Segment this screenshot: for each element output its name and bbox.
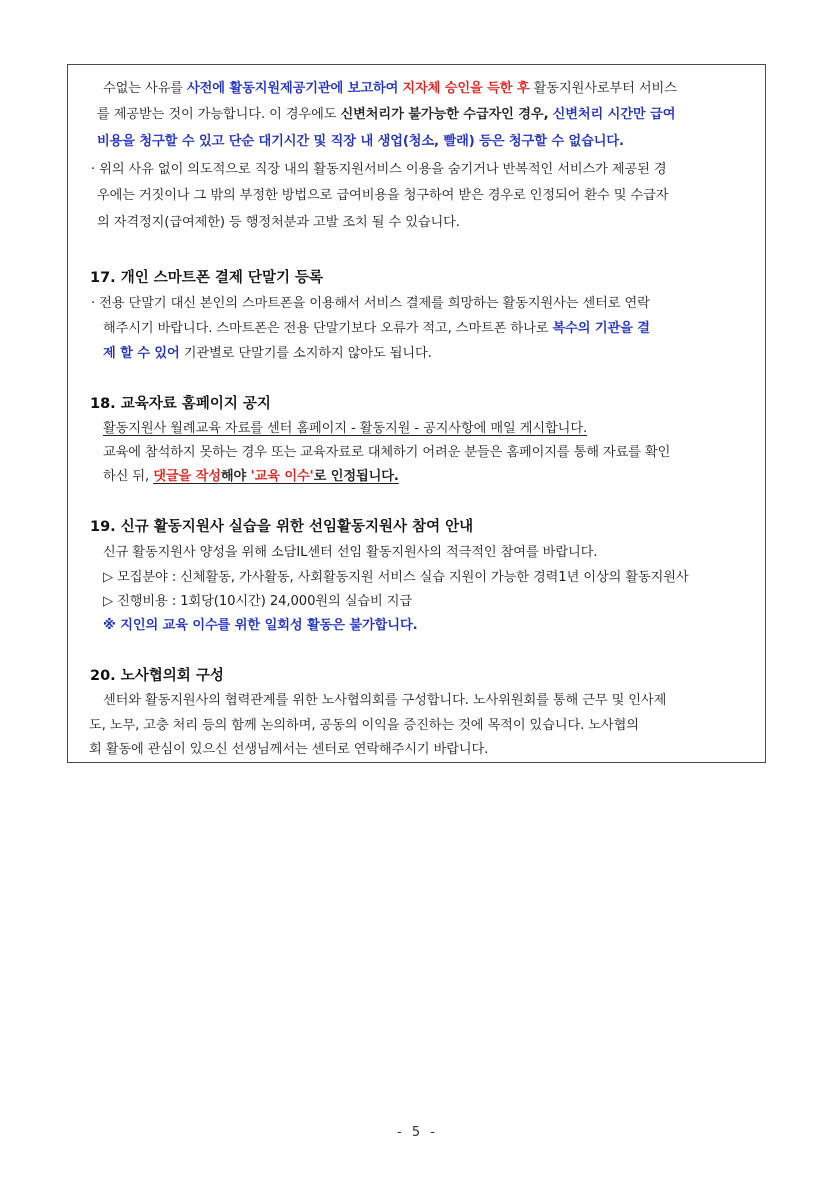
section-17-title: 17. 개인 스마트폰 결제 단말기 등록 [90,270,324,286]
section-17-line-2: 해주시기 바랍니다. 스마트폰은 전용 단말기보다 오류가 적고, 스마트폰 하나로 복수의 기관을 결 [103,321,650,336]
section-17-line-3: 제 할 수 있어 기관별로 단말기를 소지하지 않아도 됩니다. [103,346,432,361]
intro-bullet-line-2: 우에는 거짓이나 그 밖의 부정한 방법으로 급여비용을 청구하여 받은 경우로 인정되어 환수 및 수급자 [97,188,669,203]
section-17-line-1: · 전용 단말기 대신 본인의 스마트폰을 이용해서 서비스 결제를 희망하는 활동지원사는 센터로 연락 [91,296,650,311]
section-19-title: 19. 신규 활동지원사 실습을 위한 선임활동지원사 참여 안내 [90,519,474,535]
section-18-title: 18. 교육자료 홈페이지 공지 [90,396,271,412]
section-18-line-2: 교육에 참석하지 못하는 경우 또는 교육자료로 대체하기 어려운 분들은 홈페이지를 통해 자료를 확인 [103,445,671,460]
intro-bullet-line-1: · 위의 사유 없이 의도적으로 직장 내의 활동지원서비스 이용을 숨기거나 반복적인 서비스가 제공된 경 [91,162,667,177]
section-19-line-2: ▷ 모집분야 : 신체활동, 가사활동, 사회활동지원 서비스 실습 지원이 가능한 경력1년 이상의 활동지원사 [103,570,689,585]
intro-line-3: 비용을 청구할 수 있고 단순 대기시간 및 직장 내 생업(청소, 빨래) 등은 청구할 수 없습니다. [97,134,624,149]
intro-line-1: 수없는 사유를 사전에 활동지원제공기관에 보고하여 지자체 승인을 득한 후 활동지원사로부터 서비스 [103,81,677,96]
section-20-line-2: 도, 노무, 고충 처리 등의 함께 논의하며, 공동의 이익을 증진하는 것에 목적이 있습니다. 노사협의 [89,718,639,733]
section-19-line-3: ▷ 진행비용 : 1회당(10시간) 24,000원의 실습비 지급 [103,594,413,609]
intro-bullet-line-3: 의 자격정지(급여제한) 등 행정처분과 고발 조치 될 수 있습니다. [97,215,460,230]
page-number: - 5 - [397,1125,438,1140]
section-20-line-1: 센터와 활동지원사의 협력관계를 위한 노사협의회를 구성합니다. 노사위원회를 통해 근무 및 인사제 [103,693,667,708]
section-18-line-1: 활동지원사 월례교육 자료를 센터 홈페이지 - 활동지원 - 공지사항에 매일 게시합니다. [103,421,588,436]
section-20-line-3: 회 활동에 관심이 있으신 선생님께서는 센터로 연락해주시기 바랍니다. [89,742,489,757]
section-20-title: 20. 노사협의회 구성 [90,668,224,684]
section-18-line-3: 하신 뒤, 댓글을 작성해야 '교육 이수'로 인정됩니다. [103,469,399,484]
section-19-note: ※ 지인의 교육 이수를 위한 일회성 활동은 불가합니다. [103,618,418,633]
intro-line-2: 를 제공받는 것이 가능합니다. 이 경우에도 신변처리가 불가능한 수급자인 경우, 신변처리 시간만 급여 [97,107,676,122]
section-19-line-1: 신규 활동지원사 양성을 위해 소담IL센터 선임 활동지원사의 적극적인 참여를 바랍니다. [103,545,598,560]
